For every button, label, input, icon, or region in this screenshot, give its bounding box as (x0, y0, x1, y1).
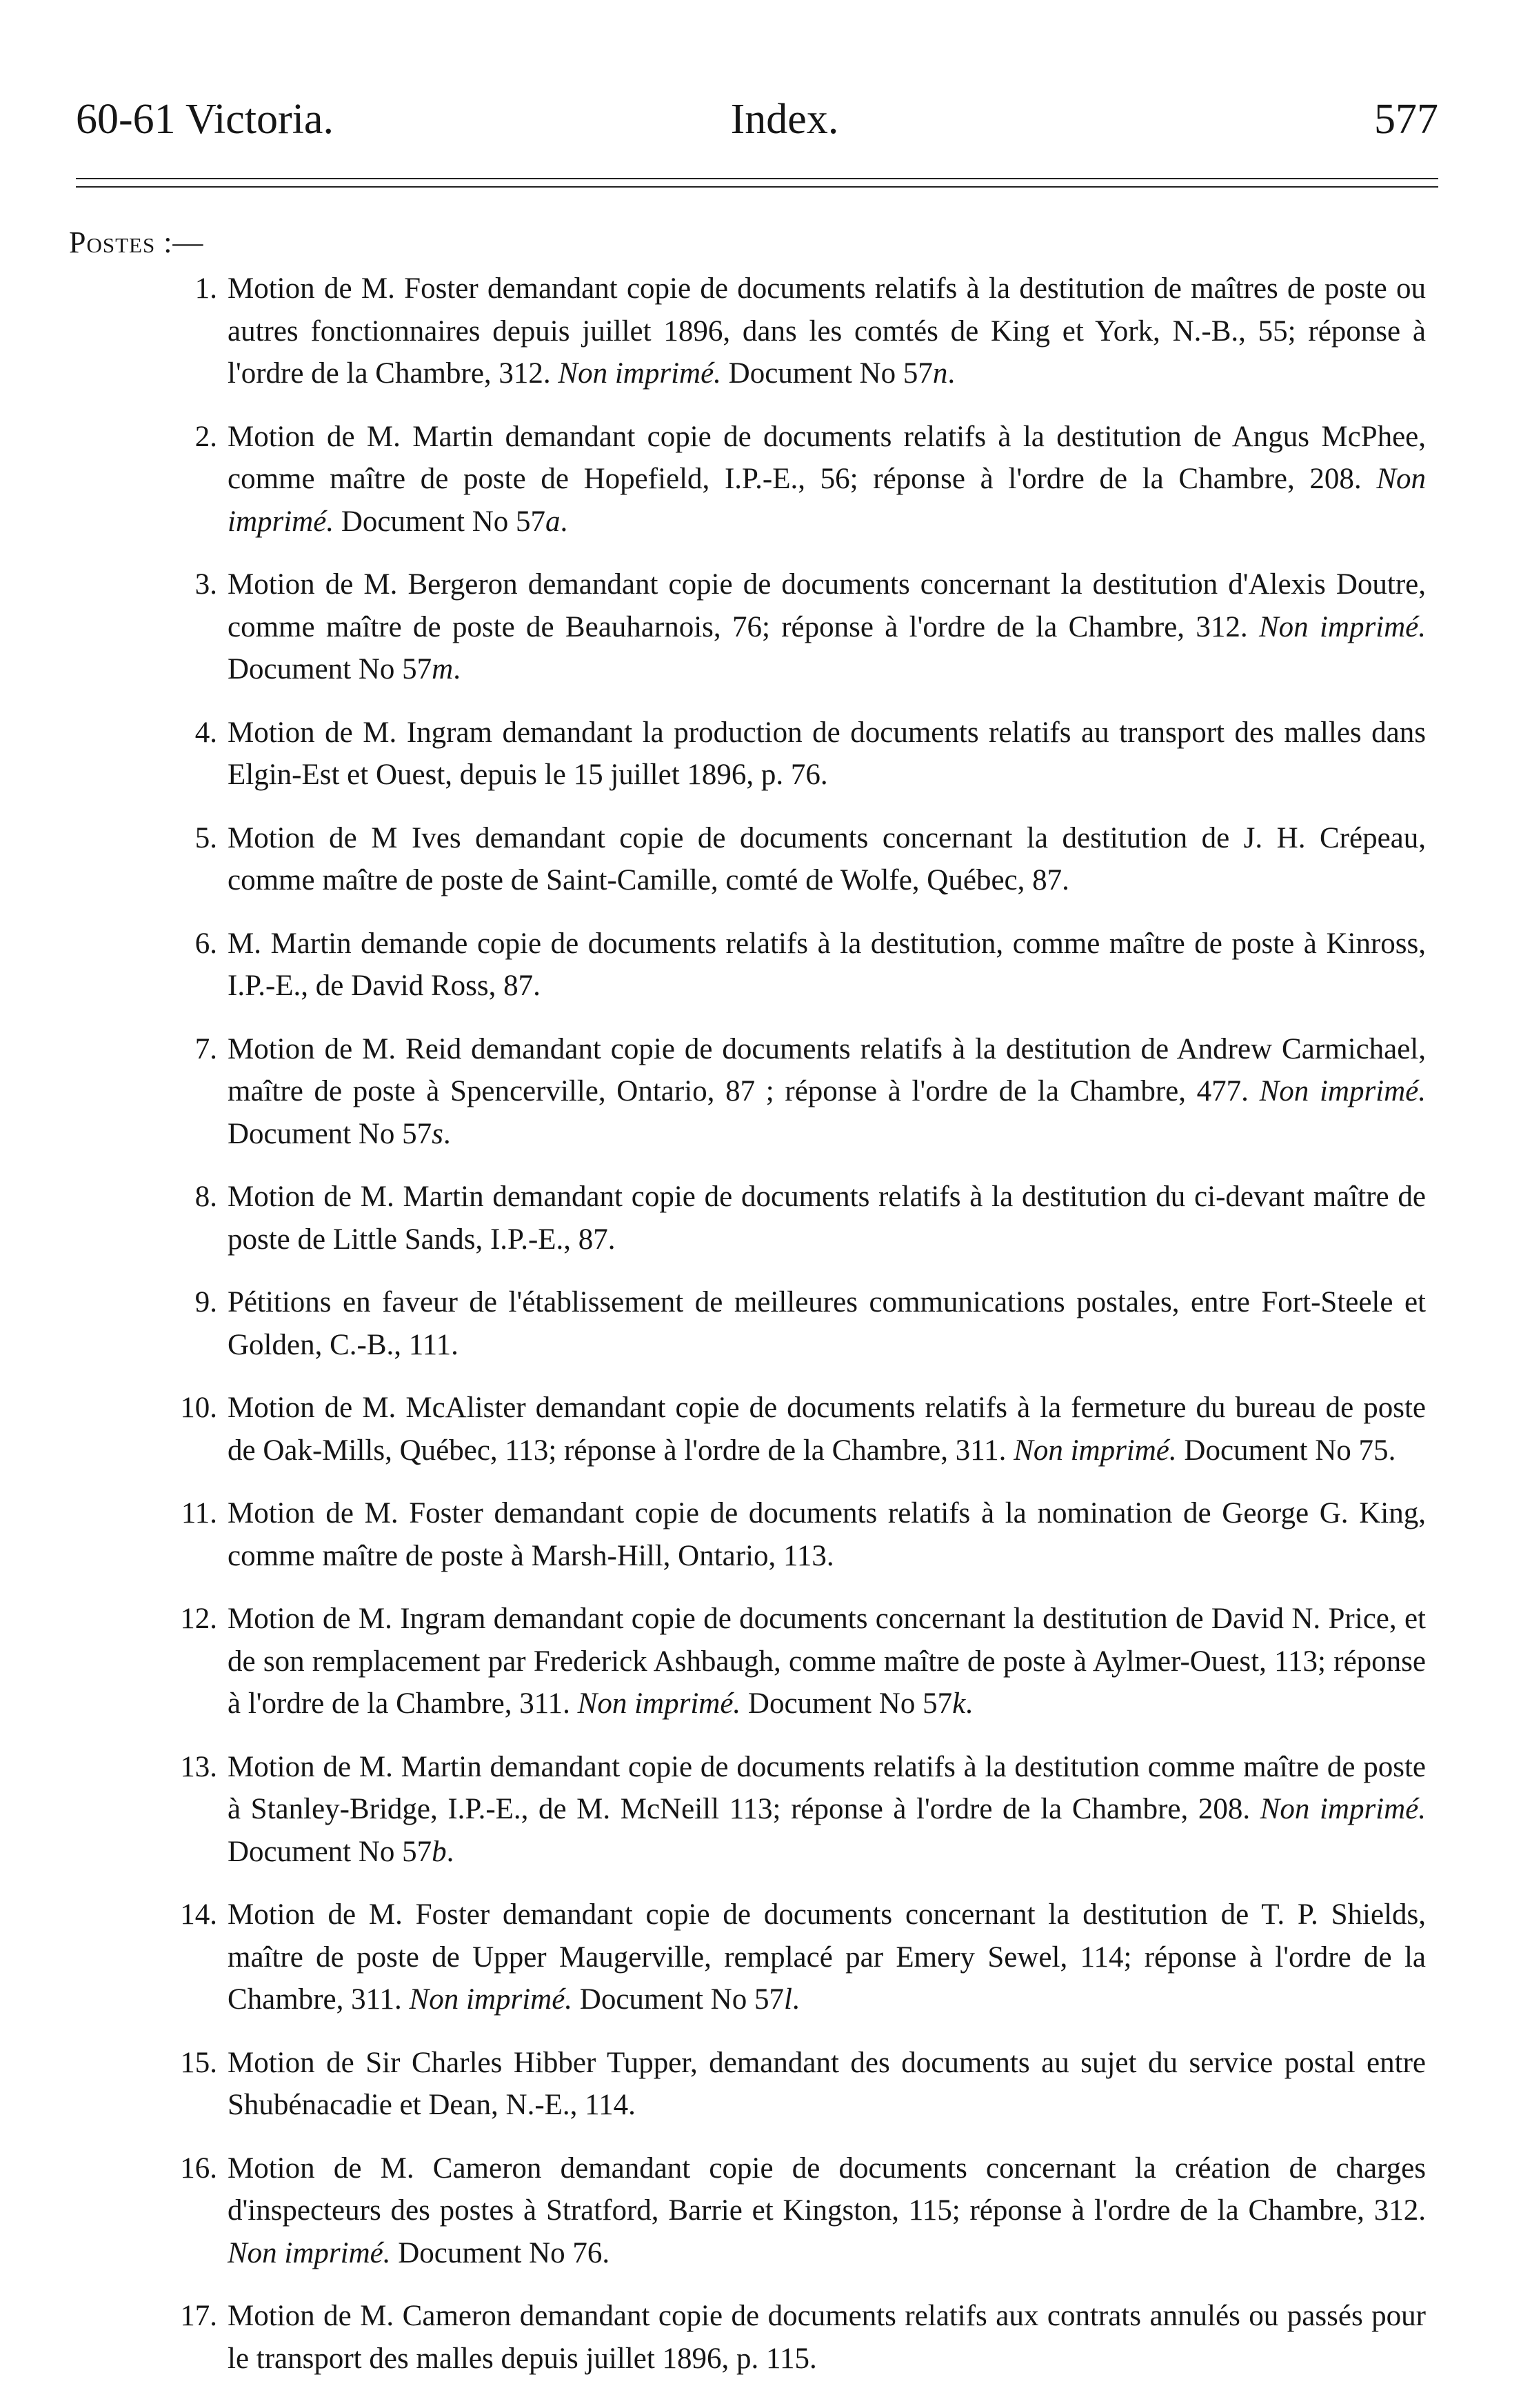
header-title: Index. (730, 96, 839, 143)
entry-body (228, 416, 1426, 543)
not-printed-note: Non imprimé. (558, 357, 721, 390)
document-suffix: l (783, 1983, 792, 2016)
document-suffix: b (432, 1835, 447, 1868)
entry-body (228, 1176, 1426, 1261)
entry-text: Motion de Sir Charles Hibber Tupper, demandant des documents au sujet du service postal entre Shubénacadie et Dean, N.-E., 114. (228, 2046, 1426, 2121)
document-reference (580, 1983, 800, 2016)
index-entry (131, 563, 1426, 691)
not-printed-note: Non imprimé. (409, 1983, 573, 2016)
index-entry (131, 1281, 1426, 1366)
document-number: Document No 57 (747, 1687, 953, 1720)
entry-text: Pétitions en faveur de l'établissement de meilleures communications postales, entre Fort-Steele et Golden, C.-B., 111. (228, 1286, 1426, 1361)
not-printed-note: Non imprimé. (577, 1687, 741, 1720)
entry-body (228, 923, 1426, 1007)
entry-body (228, 563, 1426, 691)
entry-text: Motion de M. McAlister demandant copie de documents relatifs à la fermeture du bureau de poste de Oak-Mills, Québec, 113; réponse à l'ordre de la Chambre, 311. (228, 1392, 1426, 1467)
not-printed-note: Non imprimé. (228, 2236, 391, 2269)
document-suffix: a (545, 505, 561, 538)
index-entry (131, 817, 1426, 902)
document-suffix: m (432, 653, 454, 685)
document-tail: . (602, 2236, 610, 2269)
header-rule-top (76, 178, 1438, 179)
not-printed-note: Non imprimé. (1259, 1075, 1427, 1107)
entry-number: 5. (194, 821, 217, 854)
entry-number: 11. (181, 1497, 217, 1529)
entry-number: 15. (180, 2046, 217, 2079)
entry-body (228, 1387, 1426, 1472)
entry-body (228, 1028, 1426, 1156)
document-tail: . (947, 357, 956, 390)
entry-text: Motion de M. Martin demandant copie de documents relatifs à la destitution du ci-devant maître de poste de Little Sands, I.P.-E., 87. (228, 1181, 1426, 1256)
index-entry (131, 1028, 1426, 1156)
page-header (76, 88, 1438, 150)
document-number: Document No 75 (1184, 1434, 1389, 1467)
entry-number: 14. (180, 1898, 217, 1931)
entry-text: Motion de M. Cameron demandant copie de documents concernant la création de charges d'inspecteurs des postes à Stratford, Barrie et Kingston, 115; réponse à l'ordre de la Chambre, 312. (228, 2151, 1426, 2227)
entry-number: 13. (180, 1750, 217, 1783)
entry-number: 2. (194, 420, 217, 453)
entry-body (228, 817, 1426, 902)
not-printed-note: Non imprimé. (1260, 1793, 1427, 1825)
document-number: Document No 57 (228, 1835, 432, 1868)
document-tail: . (446, 1835, 454, 1868)
entry-body (228, 268, 1426, 395)
section-heading: Postes :— (69, 225, 204, 259)
entry-number: 10. (180, 1392, 217, 1424)
entry-body (228, 2147, 1426, 2275)
index-entry (131, 2147, 1426, 2275)
entry-body (228, 2295, 1426, 2380)
index-entry (131, 923, 1426, 1007)
document-number: Document No 57 (728, 357, 933, 390)
document-tail: . (560, 505, 568, 538)
document-number: Document No 57 (341, 505, 545, 538)
document-reference (228, 653, 461, 685)
document-tail: . (453, 653, 461, 685)
index-entry (131, 2295, 1426, 2380)
index-entry (131, 268, 1426, 395)
document-number: Document No 76 (398, 2236, 603, 2269)
document-reference (748, 1687, 973, 1720)
entry-number: 1. (194, 272, 217, 305)
index-entry (131, 712, 1426, 796)
entry-body (228, 2042, 1426, 2127)
document-tail: . (965, 1687, 973, 1720)
entry-number: 9. (194, 1286, 217, 1318)
index-entries (131, 268, 1426, 2400)
entry-body (228, 1894, 1426, 2021)
entry-text: Motion de M. Ingram demandant la production de documents relatifs au transport des malles dans Elgin-Est et Ouest, depuis le 15 juillet 1896, p. 76. (228, 716, 1426, 791)
index-entry (131, 2042, 1426, 2127)
index-entry (131, 1894, 1426, 2021)
entry-number: 16. (180, 2151, 217, 2185)
document-number: Document No 57 (228, 1117, 432, 1150)
index-entry (131, 416, 1426, 543)
index-entry (131, 1387, 1426, 1472)
entry-body (228, 712, 1426, 796)
document-reference (729, 357, 955, 390)
not-printed-note: Non imprimé. (1258, 610, 1427, 643)
document-reference (398, 2237, 610, 2269)
header-rule-bottom (76, 186, 1438, 188)
entry-text: Motion de M. Martin demandant copie de documents relatifs à la destitution de Angus McPhee, comme maître de poste de Hopefield, I.P.-E., 56; réponse à l'ordre de la Chambre, 208. (228, 420, 1426, 495)
not-printed-note: Non imprimé. (228, 463, 1426, 538)
entry-text: Motion de M. Foster demandant copie de documents relatifs à la destitution de maîtres de poste ou autres fonctionnaires depuis juillet 1896, dans les comtés de King et York, N.-B., 55; réponse à l'ordre de la Chambre, 312. (228, 272, 1426, 390)
document-reference (228, 1118, 451, 1150)
document-number: Document No 57 (228, 653, 432, 685)
document-reference (341, 505, 567, 538)
entry-text: Motion de M. Ingram demandant copie de documents concernant la destitution de David N. Price, et de son remplacement par Frederick Ashbaugh, comme maître de poste à Aylmer-Ouest, 113; réponse à l'ordre de la Chambre, 311. (228, 1603, 1426, 1720)
entry-number: 4. (194, 716, 217, 749)
document-tail: . (792, 1983, 800, 2016)
entry-number: 6. (194, 927, 217, 960)
entry-body (228, 1492, 1426, 1577)
entry-number: 17. (180, 2300, 217, 2332)
entry-text: Motion de M. Martin demandant copie de documents relatifs à la destitution comme maître de poste à Stanley-Bridge, I.P.-E., de M. McNeill 113; réponse à l'ordre de la Chambre, 208. (228, 1750, 1426, 1825)
entry-number: 12. (180, 1603, 217, 1635)
not-printed-note: Non imprimé. (1014, 1434, 1177, 1467)
document-tail: . (1388, 1434, 1396, 1467)
document-number: Document No 57 (579, 1983, 784, 2016)
page-number: 577 (1374, 96, 1438, 143)
document-reference (228, 1836, 454, 1868)
entry-number: 8. (194, 1181, 217, 1213)
entry-body (228, 1281, 1426, 1366)
entry-text: M. Martin demande copie de documents relatifs à la destitution, comme maître de poste à Kinross, I.P.-E., de David Ross, 87. (228, 927, 1426, 1002)
header-session: 60-61 Victoria. (76, 96, 334, 143)
entry-text: Motion de M. Foster demandant copie de documents concernant la destitution de T. P. Shields, maître de poste de Upper Maugerville, remplacé par Emery Sewel, 114; réponse à l'ordre de la Chambre, 311. (228, 1898, 1426, 2016)
index-entry (131, 1598, 1426, 1725)
entry-body (228, 1598, 1426, 1725)
entry-number: 3. (194, 568, 217, 601)
entry-text: Motion de M. Reid demandant copie de documents relatifs à la destitution de Andrew Carmichael, maître de poste à Spencerville, Ontario, 87 ; réponse à l'ordre de la Chambre, 477. (228, 1032, 1426, 1107)
document-suffix: k (952, 1687, 966, 1720)
document-suffix: s (432, 1117, 443, 1150)
document-suffix: n (932, 357, 948, 390)
entry-text: Motion de M. Foster demandant copie de documents relatifs à la nomination de George G. King, comme maître de poste à Marsh-Hill, Ontario, 113. (228, 1497, 1426, 1572)
entry-text: Motion de M. Bergeron demandant copie de documents concernant la destitution d'Alexis Doutre, comme maître de poste de Beauharnois, 76; réponse à l'ordre de la Chambre, 312. (228, 568, 1426, 643)
index-entry (131, 1492, 1426, 1577)
index-entry (131, 1746, 1426, 1874)
entry-number: 7. (194, 1032, 217, 1065)
document-tail: . (443, 1117, 451, 1150)
entry-text: Motion de M Ives demandant copie de documents concernant la destitution de J. H. Crépeau, comme maître de poste de Saint-Camille, comté de Wolfe, Québec, 87. (228, 821, 1426, 896)
document-reference (1184, 1434, 1396, 1467)
entry-body (228, 1746, 1426, 1874)
index-entry (131, 1176, 1426, 1261)
entry-text: Motion de M. Cameron demandant copie de documents relatifs aux contrats annulés ou passés pour le transport des malles depuis juillet 1896, p. 115. (228, 2300, 1426, 2375)
